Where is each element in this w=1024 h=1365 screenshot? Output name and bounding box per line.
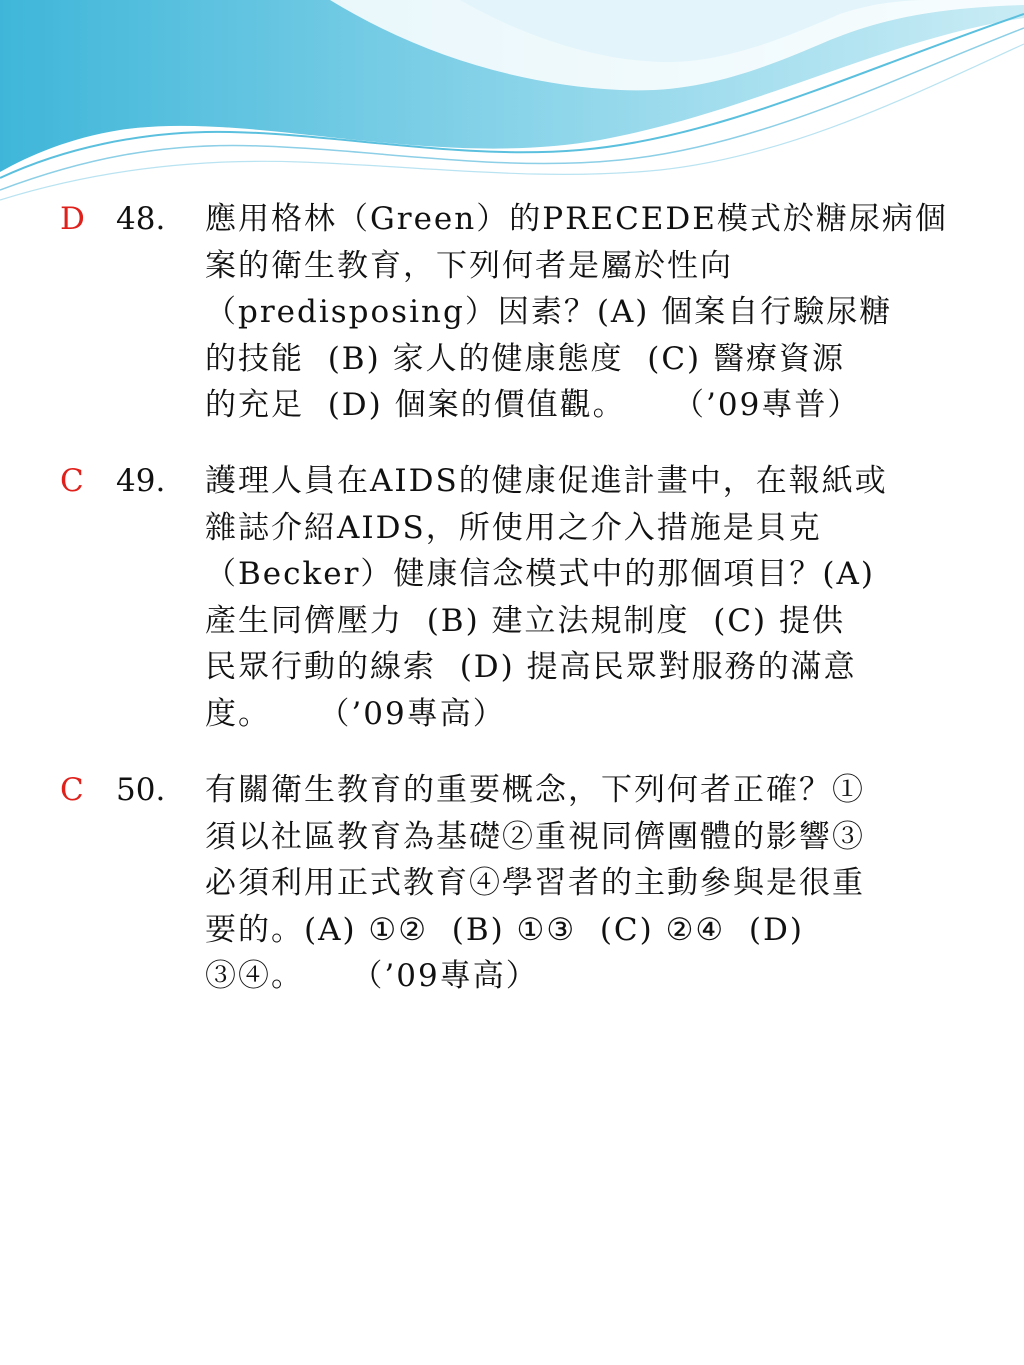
- question-text: [205, 196, 1005, 429]
- header-wave-decoration: [0, 0, 1024, 210]
- question-line: 護理人員在AIDS的健康促進計畫中，在報紙或: [205, 463, 888, 499]
- question-line: 的充足 (D) 個案的價值觀。 （’09專普）: [205, 387, 861, 423]
- question-line: 須以社區教育為基礎②重視同儕團體的影響③: [205, 818, 865, 855]
- answer-key: C: [60, 463, 84, 499]
- question-line: 有關衛生教育的重要概念，下列何者正確？①: [205, 772, 865, 808]
- question-line: 的技能 (B) 家人的健康態度 (C) 醫療資源: [205, 340, 845, 377]
- answer-key: C: [60, 772, 84, 808]
- question-line: 案的衛生教育，下列何者是屬於性向: [205, 247, 733, 284]
- question-text: [205, 458, 1005, 737]
- question-line: （Becker）健康信念模式中的那個項目？(A): [205, 556, 876, 592]
- question-line: 產生同儕壓力 (B) 建立法規制度 (C) 提供: [205, 602, 845, 639]
- question-line: 度。 （’09專高）: [205, 695, 506, 732]
- question-line: 必須利用正式教育④學習者的主動參與是很重: [205, 865, 865, 901]
- question-number: 50.: [116, 772, 166, 808]
- question-number: 49.: [116, 463, 166, 499]
- question-line: 要的。(A) ①② (B) ①③ (C) ②④ (D): [205, 911, 804, 948]
- question-line: 民眾行動的線索 (D) 提高民眾對服務的滿意: [205, 649, 857, 685]
- answer-key: D: [60, 201, 85, 237]
- question-line: 雜誌介紹AIDS，所使用之介入措施是貝克: [205, 509, 822, 546]
- question-text: [205, 767, 1005, 1000]
- question-line: （predisposing）因素？(A) 個案自行驗尿糖: [205, 294, 893, 330]
- question-number: 48.: [116, 201, 166, 237]
- question-line: 應用格林（Green）的PRECEDE模式於糖尿病個: [205, 201, 948, 237]
- question-line: ③④。 （’09專高）: [205, 958, 539, 994]
